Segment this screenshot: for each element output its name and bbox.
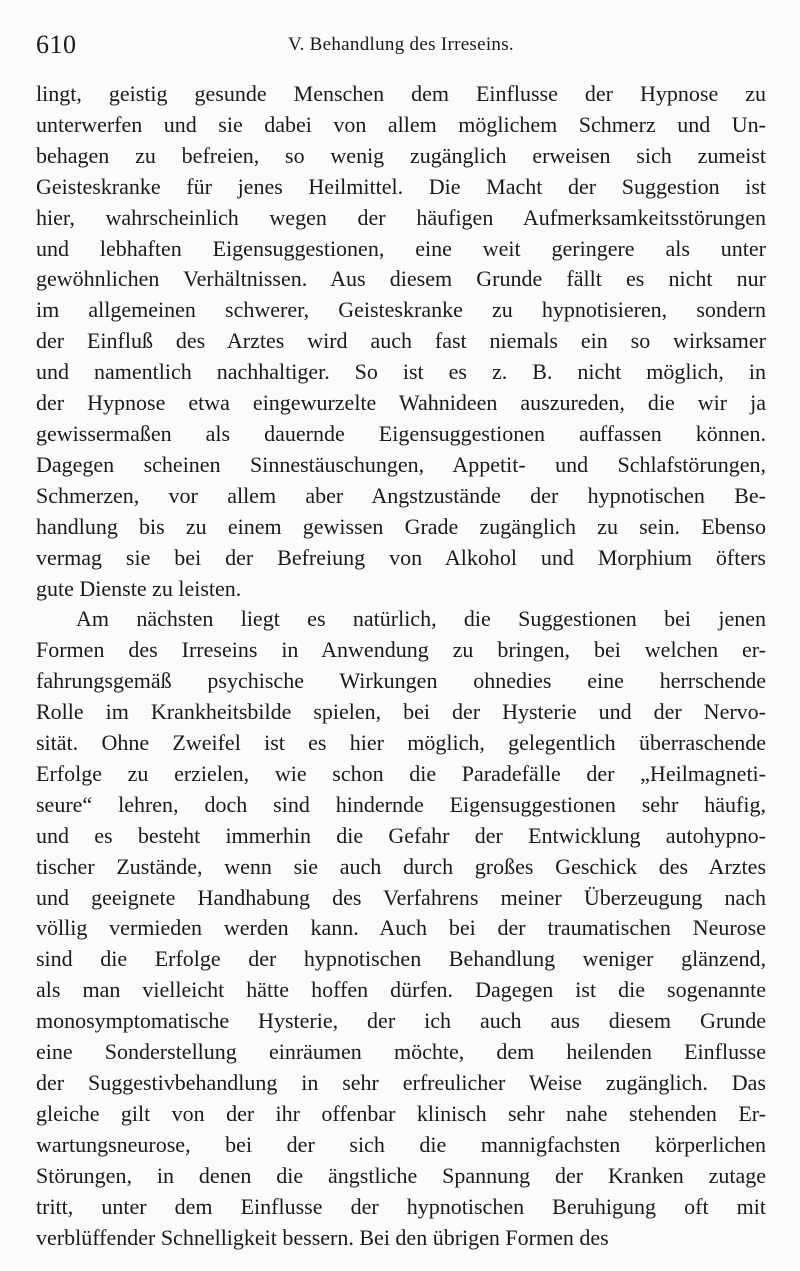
text-line: als man vielleicht hätte hoffen dürfen. Dagegen ist die sogenannte: [36, 977, 766, 1003]
text-line: Schmerzen, vor allem aber Angstzustände der hypnotischen Be-: [36, 482, 766, 508]
text-line: seure“ lehren, doch sind hindernde Eigensuggestionen sehr häufig,: [36, 791, 766, 817]
text-line: der Suggestivbehandlung in sehr erfreulicher Weise zugänglich. Das: [36, 1070, 766, 1095]
text-line: behagen zu befreien, so wenig zugänglich erweisen sich zumeist: [36, 142, 766, 168]
paragraph: [36, 79, 766, 604]
text-line: Am nächsten liegt es natürlich, die Suggestionen bei jenen: [76, 606, 766, 632]
text-line: Dagegen scheinen Sinnestäuschungen, Appetit- und Schlafstörungen,: [36, 451, 766, 477]
text-line: gleiche gilt von der ihr offenbar klinisch sehr nahe stehenden Er-: [36, 1100, 766, 1126]
text-line: handlung bis zu einem gewissen Grade zugänglich zu sein. Ebenso: [36, 513, 766, 539]
text-line: vermag sie bei der Befreiung von Alkohol und Morphium öfters: [36, 544, 766, 570]
text-line: eine Sonderstellung einräumen möchte, dem heilenden Einflusse: [36, 1039, 766, 1065]
text-line: lingt, geistig gesunde Menschen dem Einflusse der Hypnose zu: [36, 81, 766, 106]
page-number: 610: [36, 30, 77, 59]
text-line: gute Dienste zu leisten.: [36, 575, 242, 601]
text-line: im allgemeinen schwerer, Geisteskranke zu hypnotisieren, sondern: [36, 297, 766, 323]
text-line: Erfolge zu erzielen, wie schon die Paradefälle der „Heilmagneti-: [36, 760, 766, 786]
text-line: und geeignete Handhabung des Verfahrens meiner Überzeugung nach: [36, 884, 766, 910]
text-line: und namentlich nachhaltiger. So ist es z. B. nicht möglich, in: [36, 359, 766, 385]
text-line: und lebhaften Eigensuggestionen, eine weit geringere als unter: [36, 235, 766, 261]
text-line: völlig vermieden werden kann. Auch bei der traumatischen Neurose: [36, 915, 766, 941]
text-line: wartungsneurose, bei der sich die mannigfachsten körperlichen: [36, 1131, 766, 1157]
text-line: der Einfluß des Arztes wird auch fast niemals ein so wirksamer: [36, 328, 766, 354]
running-head: V. Behandlung des Irreseins.: [288, 34, 514, 55]
paragraph: [36, 604, 766, 1253]
text-line: Formen des Irreseins in Anwendung zu bringen, bei welchen er-: [36, 637, 766, 663]
text-line: gewissermaßen als dauernde Eigensuggestionen auffassen können.: [36, 420, 766, 446]
text-line: sität. Ohne Zweifel ist es hier möglich, gelegentlich überraschende: [36, 730, 766, 756]
text-line: tritt, unter dem Einflusse der hypnotischen Beruhigung oft mit: [36, 1193, 766, 1219]
text-line: unterwerfen und sie dabei von allem möglichem Schmerz und Un-: [36, 111, 766, 137]
page-header: [36, 26, 766, 62]
text-line: tischer Zustände, wenn sie auch durch großes Geschick des Arztes: [36, 853, 766, 879]
text-line: fahrungsgemäß psychische Wirkungen ohnedies eine herrschende: [36, 668, 766, 694]
text-line: und es besteht immerhin die Gefahr der Entwicklung autohypno-: [36, 822, 766, 848]
text-line: gewöhnlichen Verhältnissen. Aus diesem Grunde fällt es nicht nur: [36, 266, 766, 292]
body-text: [36, 79, 766, 1253]
text-line: Geisteskranke für jenes Heilmittel. Die Macht der Suggestion ist: [36, 173, 766, 199]
text-line: Störungen, in denen die ängstliche Spannung der Kranken zutage: [36, 1162, 766, 1188]
text-line: monosymptomatische Hysterie, der ich auch aus diesem Grunde: [36, 1008, 766, 1034]
text-line: sind die Erfolge der hypnotischen Behandlung weniger glänzend,: [36, 946, 766, 972]
text-line: Rolle im Krankheitsbilde spielen, bei der Hysterie und der Nervo-: [36, 699, 766, 725]
text-line: hier, wahrscheinlich wegen der häufigen Aufmerksamkeitsstörungen: [36, 204, 766, 230]
text-line: verblüffender Schnelligkeit bessern. Bei den übrigen Formen des: [36, 1224, 609, 1250]
text-line: der Hypnose etwa eingewurzelte Wahnideen auszureden, die wir ja: [36, 390, 766, 416]
